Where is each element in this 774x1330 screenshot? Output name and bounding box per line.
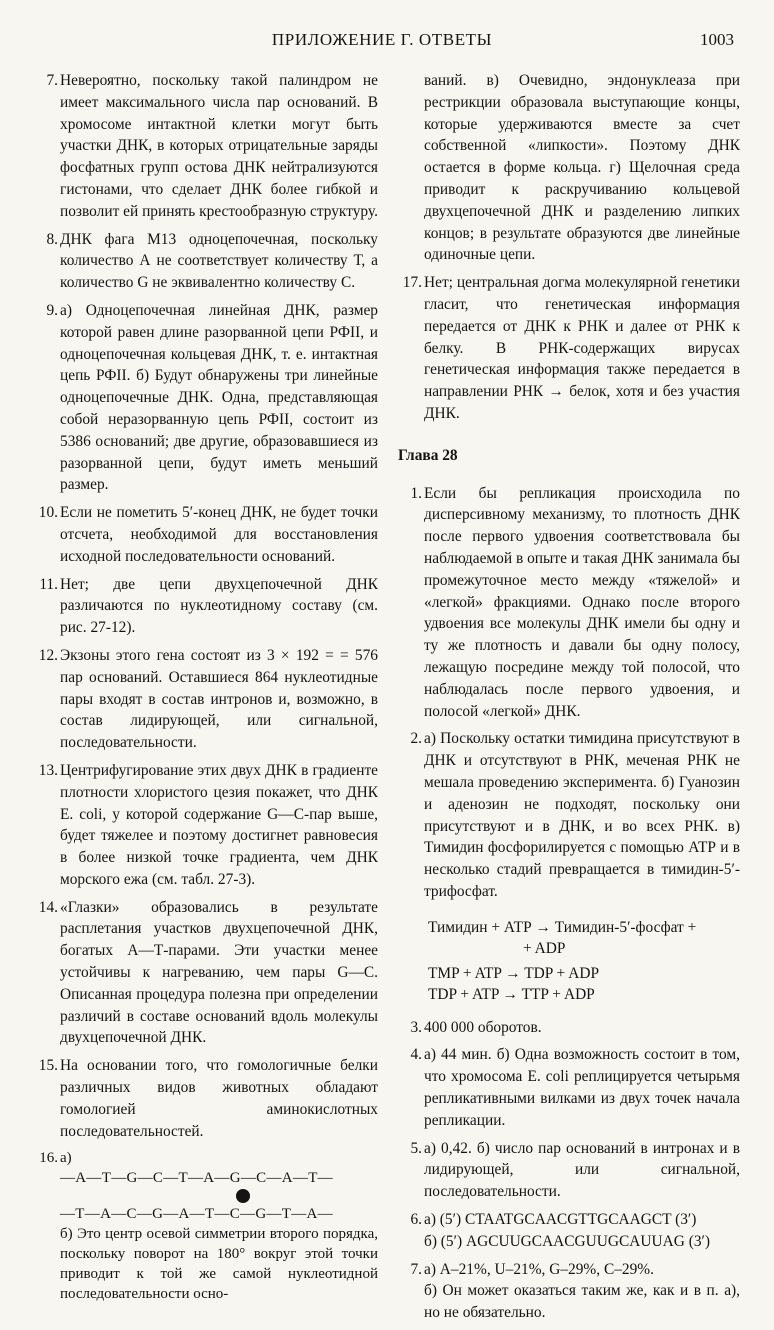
answer-item-12 xyxy=(34,645,378,754)
item-number: 10 . xyxy=(34,502,60,524)
answer-item-14 xyxy=(34,897,378,1050)
item-number: 13 . xyxy=(34,760,60,782)
answer-text: а) Поскольку остатки тимидина присутствуют в ДНК и отсутствуют в РНК, меченая РНК не мешала проведению эксперимента. б) Гуанозин и аденозин не подходят, поскольку они присутствуют и в ДНК, и во всех РНК. в) Тимидин фосфорилируется с помощью АТР и в несколько стадий превращается в тимидин-5′-трифосфат. xyxy=(424,730,740,900)
answer-text: Нет; две цепи двухцепочечной ДНК различаются по нуклеотидному составу (см. рис. 27-12). xyxy=(60,575,378,637)
item-number: 12 . xyxy=(34,645,60,667)
answer-item-7 xyxy=(34,70,378,223)
sequence-line: б) (5′) AGCUUGCAACGUUGCAUUAG (3′) xyxy=(424,1232,711,1250)
ch28-answer-item-5 xyxy=(398,1138,740,1203)
item-number: 3 . xyxy=(398,1017,424,1039)
answer-text: Если бы репликация происходила по дисперсивному механизму, то плотность ДНК после первого удвоения соответствовала бы наблюдаемой в опыте и такая ДНК занимала бы промежуточное место между «тяжелой» и «легкой» фракциями. Однако после второго удвоения все молекулы ДНК имели бы одну и ту же плотность и давали бы одну полосу, лежащую посредине между той полосой, что наблюдалась после первого удвоения, и полосой «легкой» ДНК. xyxy=(424,484,740,720)
left-column xyxy=(34,70,378,1310)
item-number: 1 . xyxy=(398,483,424,505)
reaction-equations xyxy=(428,917,740,1005)
chapter-heading: Глава 28 xyxy=(398,446,458,464)
answer-item-8 xyxy=(34,229,378,294)
answer-text: Экзоны этого гена состоят из 3 × 192 = = 576 пар оснований. Оставшиеся 864 нуклеотидные пары входят в состав интронов и, возможно, в состав лидирующей, или сигнальной, последовательности. xyxy=(60,646,378,752)
symmetry-center xyxy=(60,1188,378,1204)
item-number: 2 . xyxy=(398,728,424,750)
item-number: 9 . xyxy=(34,300,60,322)
item-number: 14 . xyxy=(34,897,60,919)
answer-text: Невероятно, поскольку такой палиндром не имеет максимального числа пар оснований. В хромосоме интактной клетки могут быть участки ДНК, в которых отрицательные заряды фосфатных групп остова ДНК нейтрализуются гистонами, что сделает ДНК более гибкой и позволит ей принять крестообразную структуру. xyxy=(60,72,378,220)
item-number: 4 . xyxy=(398,1044,424,1066)
answer-item-9 xyxy=(34,300,378,496)
answer-item-11 xyxy=(34,574,378,639)
ch28-answer-item-4 xyxy=(398,1044,740,1131)
equation-line: TMP + ATP → TDP + ADP xyxy=(428,964,600,982)
item-number: 15 . xyxy=(34,1055,60,1077)
ch28-answer-item-6 xyxy=(398,1209,740,1253)
equation-line: Тимидин + АТР → Тимидин-5′-фосфат + xyxy=(428,918,697,936)
answer-item-17 xyxy=(398,272,740,425)
answer-16-continuation xyxy=(398,70,740,266)
ch28-answer-item-3 xyxy=(398,1017,740,1039)
running-title: ПРИЛОЖЕНИЕ Г. ОТВЕТЫ xyxy=(271,30,493,49)
item-number: 7 . xyxy=(34,70,60,92)
symmetry-dot-icon xyxy=(236,1189,250,1203)
answer-item-13 xyxy=(34,760,378,891)
sequence-line: а) (5′) CTAATGCAACGTTGCAAGCT (3′) xyxy=(424,1211,697,1229)
answer-text: Центрифугирование этих двух ДНК в градиенте плотности хлористого цезия покажет, что ДНК E. coli, у которой содержание G—C-пар выше, будет тяжелее и поэтому достигнет равновесия в более низкой точке градиента, чем ДНК морского ежа (см. табл. 27-3). xyxy=(60,761,378,888)
item-number: 11 . xyxy=(34,574,60,596)
answer-text: б) Это центр осевой симметрии второго порядка, поскольку поворот на 180° вокруг этой точки приводит к той же самой нуклеотидной последовательности осно- xyxy=(60,1226,378,1303)
item-number: 6 . xyxy=(398,1209,424,1231)
page-number: 1003 xyxy=(700,30,734,49)
item-number: 17 . xyxy=(398,272,424,294)
page-header xyxy=(30,30,734,54)
answer-item-15 xyxy=(34,1055,378,1142)
answer-text: а) 0,42. б) число пар оснований в интронах и в лидирующей, или сигнальной, последовательности. xyxy=(424,1139,740,1201)
answer-text: Нет; центральная догма молекулярной генетики гласит, что генетическая информация передается от ДНК к РНК и далее от РНК к белку. В РНК-содержащих вирусах генетическая информация также передается в направлении РНК → белок, хотя и без участия ДНК. xyxy=(424,274,740,422)
answer-text: а) Одноцепочечная линейная ДНК, размер которой равен длине разорванной цепи РФII, и одноцепочечная кольцевая ДНК, т. е. интактная цепь РФII. б) Будут обнаружены три линейные одноцепочечные ДНК. Одна, представляющая собой неразорванную цепь РФII, состоит из 5386 оснований; две другие, образовавшиеся из разорванной цепи, будут иметь меньший размер. xyxy=(60,301,378,494)
answer-text: ваний. в) Очевидно, эндонуклеаза при рестрикции образовала выступающие концы, которые удерживаются вместе за счет собственной «липкости». Поэтому ДНК остается в форме кольца. г) Щелочная среда приводит к раскручиванию кольцевой двухцепочечной ДНК и разделению липких концов; в результате образуются две линейные одиночные цепи. xyxy=(424,72,740,264)
item-number: 7 . xyxy=(398,1259,424,1281)
equation-line: TDP + ATP → TTP + ADP xyxy=(428,985,595,1003)
answer-text: б) Он может оказаться таким же, как и в п. а), но не обязательно. xyxy=(424,1282,740,1322)
item-16-label: а) xyxy=(60,1150,72,1167)
item-number: 16 . xyxy=(34,1148,60,1168)
item-number: 8 . xyxy=(34,229,60,251)
ch28-answer-item-1 xyxy=(398,483,740,723)
answer-text: На основании того, что гомологичные белки различных видов животных обладают гомологией аминокислотных последовательностей. xyxy=(60,1057,378,1140)
right-column xyxy=(398,70,740,1330)
answer-text: 400 000 оборотов. xyxy=(424,1018,542,1036)
item-number: 5 . xyxy=(398,1138,424,1160)
answer-item-10 xyxy=(34,502,378,567)
dna-strand-top: —А—Т—G—C—Т—А—G—C—А—Т— xyxy=(60,1170,333,1187)
answer-item-16 xyxy=(34,1148,378,1304)
equation-line: + ADP xyxy=(523,939,566,957)
ch28-answer-item-2 xyxy=(398,728,740,902)
answer-text: ДНК фага М13 одноцепочечная, поскольку количество А не соответствует количеству Т, а количество G не эквивалентно количеству С. xyxy=(60,230,378,292)
answer-text: Если не пометить 5′-конец ДНК, не будет точки отсчета, необходимой для восстановления исходной последовательности оснований. xyxy=(60,504,378,565)
answer-text: а) 44 мин. б) Одна возможность состоит в том, что хромосома E. coli реплицируется четырьмя репликативными вилками из двух точек начала репликации. xyxy=(424,1046,740,1129)
answer-text: «Глазки» образовались в результате расплетания участков двухцепочечной ДНК, богатых А—Т-парами. Эти участки менее устойчивы к нагреванию, чем пары G—C. Описанная процедура полезна при определении различий в составе оснований вдоль молекулы двухцепочечной ДНК. xyxy=(60,898,378,1047)
answer-line: а) A–21%, U–21%, G–29%, C–29%. xyxy=(424,1260,654,1278)
dna-strand-bottom: —Т—А—C—G—А—Т—C—G—Т—А— xyxy=(60,1206,333,1223)
ch28-answer-item-7 xyxy=(398,1259,740,1324)
